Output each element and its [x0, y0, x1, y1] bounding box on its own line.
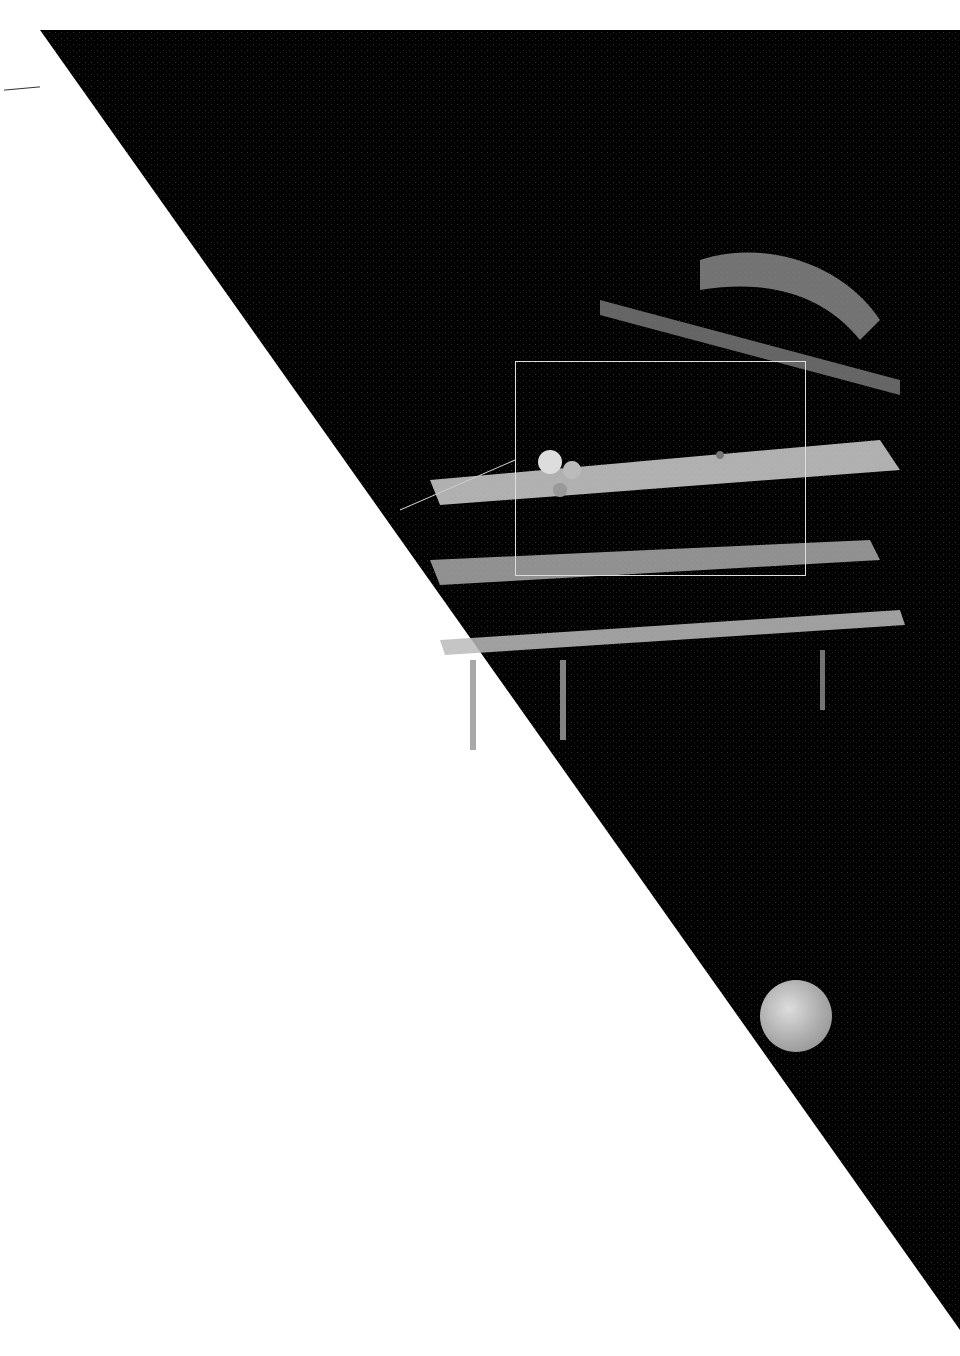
photo-frame: [515, 361, 806, 576]
halftone-circle: [760, 980, 832, 1052]
